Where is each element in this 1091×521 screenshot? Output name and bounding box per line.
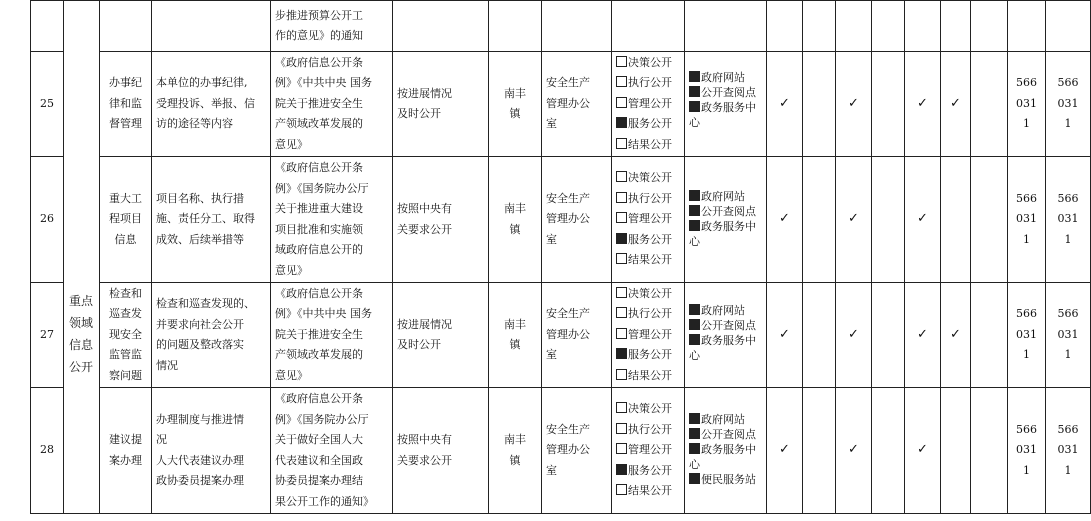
town-cell: 南丰 镇 <box>489 52 542 157</box>
code-cell: 566 031 1 <box>1046 388 1091 514</box>
status-cell: 决策公开 执行公开 管理公开 服务公开 结果公开 <box>612 388 685 514</box>
filled-square-icon <box>689 190 700 201</box>
check-mark: ✓ <box>836 157 872 283</box>
empty-checkbox-icon <box>616 287 627 298</box>
code-cell: 566 031 1 <box>1046 157 1091 283</box>
table-row <box>31 157 1091 283</box>
check-mark: ✓ <box>836 388 872 514</box>
town-cell: 南丰 镇 <box>489 388 542 514</box>
timing-cell: 按照中央有 关要求公开 <box>393 388 489 514</box>
continuation-row <box>31 1 1091 52</box>
filled-square-icon <box>689 86 700 97</box>
filled-checkbox-icon <box>616 117 627 128</box>
basis-cell: 《政府信息公开条 例》《中共中央 国务 院关于推进安全生 产领域改革发展的 意见》 <box>271 283 393 388</box>
empty-checkbox-icon <box>616 369 627 380</box>
code-cell: 566 031 1 <box>1046 283 1091 388</box>
filled-square-icon <box>689 304 700 315</box>
filled-square-icon <box>689 413 700 424</box>
check-mark: ✓ <box>905 388 941 514</box>
check-mark: ✓ <box>905 283 941 388</box>
item-cell: 检查和 巡查发 现安全 监管监 察问题 <box>100 283 152 388</box>
item-cell: 建议提 案办理 <box>100 388 152 514</box>
code-cell: 566 031 1 <box>1008 388 1046 514</box>
category-label: 重点 领域 信息 公开 <box>68 294 93 374</box>
empty-checkbox-icon <box>616 138 627 149</box>
timing-cell: 按进展情况 及时公开 <box>393 283 489 388</box>
category-cell <box>64 1 100 514</box>
code-cell: 566 031 1 <box>1046 52 1091 157</box>
town-cell: 南丰 镇 <box>489 157 542 283</box>
filled-square-icon <box>689 334 700 345</box>
basis-cell: 《政府信息公开条 例》《中共中央 国务 院关于推进安全生 产领域改革发展的 意见》 <box>271 52 393 157</box>
empty-checkbox-icon <box>616 484 627 495</box>
filled-square-icon <box>689 473 700 484</box>
channel-cell: 政府网站 公开查阅点 政务服务中 心 <box>685 283 767 388</box>
row-number: 28 <box>31 388 64 514</box>
code-cell: 566 031 1 <box>1008 52 1046 157</box>
status-cell: 决策公开 执行公开 管理公开 服务公开 结果公开 <box>612 283 685 388</box>
timing-cell: 按进展情况 及时公开 <box>393 52 489 157</box>
basis-cell: 步推进预算公开工 作的意见》的通知 <box>271 1 393 52</box>
department-cell: 安全生产 管理办公 室 <box>542 157 612 283</box>
empty-checkbox-icon <box>616 443 627 454</box>
town-cell: 南丰 镇 <box>489 283 542 388</box>
row-number: 25 <box>31 52 64 157</box>
row-number: 27 <box>31 283 64 388</box>
code-cell: 566 031 1 <box>1008 283 1046 388</box>
empty-checkbox-icon <box>616 328 627 339</box>
basis-cell: 《政府信息公开条 例》《国务院办公厅 关于推进重大建设 项目批准和实施领 域政府信息公开的 意见》 <box>271 157 393 283</box>
filled-checkbox-icon <box>616 233 627 244</box>
channel-cell: 政府网站 公开查阅点 政务服务中 心 <box>685 157 767 283</box>
table-row <box>31 52 1091 157</box>
empty-checkbox-icon <box>616 212 627 223</box>
filled-square-icon <box>689 428 700 439</box>
check-mark: ✓ <box>767 157 803 283</box>
item-cell: 办事纪 律和监 督管理 <box>100 52 152 157</box>
empty-checkbox-icon <box>616 97 627 108</box>
check-mark: ✓ <box>836 52 872 157</box>
timing-cell: 按照中央有 关要求公开 <box>393 157 489 283</box>
channel-cell: 政府网站 公开查阅点 政务服务中 心 便民服务站 <box>685 388 767 514</box>
filled-checkbox-icon <box>616 348 627 359</box>
check-mark: ✓ <box>836 283 872 388</box>
table-row <box>31 283 1091 388</box>
filled-square-icon <box>689 101 700 112</box>
content-cell: 本单位的办事纪律, 受理投诉、举报、信 访的途径等内容 <box>152 52 271 157</box>
item-cell: 重大工 程项目 信息 <box>100 157 152 283</box>
check-mark: ✓ <box>767 283 803 388</box>
filled-square-icon <box>689 71 700 82</box>
channel-cell: 政府网站 公开查阅点 政务服务中 心 <box>685 52 767 157</box>
empty-checkbox-icon <box>616 423 627 434</box>
check-mark: ✓ <box>941 283 971 388</box>
department-cell: 安全生产 管理办公 室 <box>542 52 612 157</box>
check-mark: ✓ <box>767 52 803 157</box>
department-cell: 安全生产 管理办公 室 <box>542 283 612 388</box>
empty-checkbox-icon <box>616 253 627 264</box>
disclosure-table <box>30 0 1091 514</box>
basis-cell: 《政府信息公开条 例》《国务院办公厅 关于做好全国人大 代表建议和全国政 协委员提案办理结 果公开工作的通知》 <box>271 388 393 514</box>
filled-square-icon <box>689 443 700 454</box>
filled-checkbox-icon <box>616 464 627 475</box>
check-mark: ✓ <box>941 52 971 157</box>
content-cell: 项目名称、执行措 施、责任分工、取得 成效、后续举措等 <box>152 157 271 283</box>
filled-square-icon <box>689 319 700 330</box>
check-mark: ✓ <box>905 52 941 157</box>
empty-checkbox-icon <box>616 56 627 67</box>
status-cell: 决策公开 执行公开 管理公开 服务公开 结果公开 <box>612 52 685 157</box>
row-number: 26 <box>31 157 64 283</box>
content-cell: 检查和巡查发现的、 并要求向社会公开 的问题及整改落实 情况 <box>152 283 271 388</box>
filled-square-icon <box>689 205 700 216</box>
department-cell: 安全生产 管理办公 室 <box>542 388 612 514</box>
check-mark: ✓ <box>905 157 941 283</box>
content-cell: 办理制度与推进情 况 人大代表建议办理 政协委员提案办理 <box>152 388 271 514</box>
code-cell: 566 031 1 <box>1008 157 1046 283</box>
status-cell: 决策公开 执行公开 管理公开 服务公开 结果公开 <box>612 157 685 283</box>
table-row <box>31 388 1091 514</box>
filled-square-icon <box>689 220 700 231</box>
empty-checkbox-icon <box>616 192 627 203</box>
check-mark: ✓ <box>767 388 803 514</box>
empty-checkbox-icon <box>616 307 627 318</box>
empty-checkbox-icon <box>616 76 627 87</box>
empty-checkbox-icon <box>616 171 627 182</box>
empty-checkbox-icon <box>616 402 627 413</box>
